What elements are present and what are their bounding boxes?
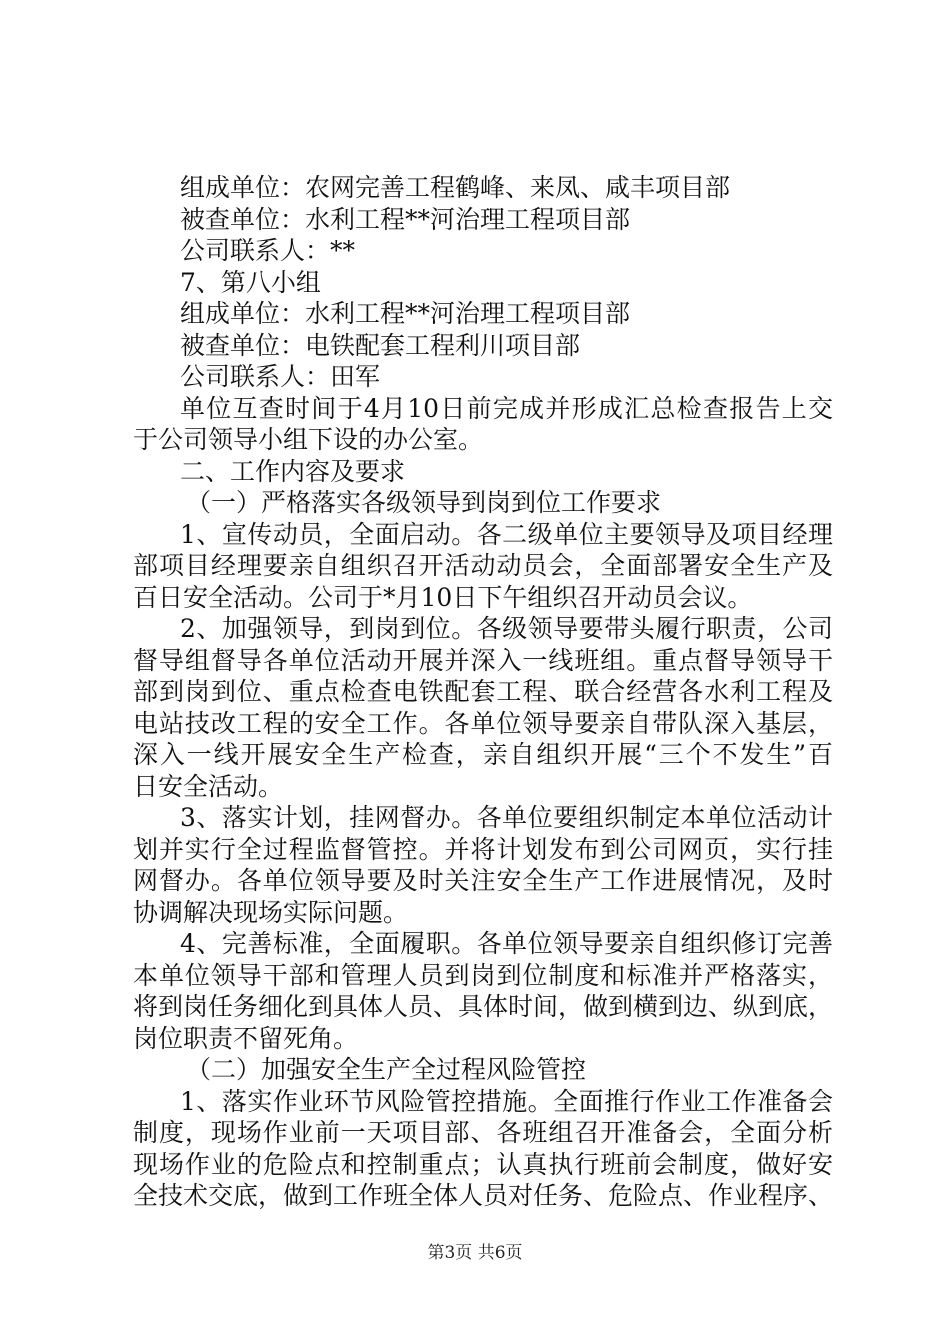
text-line: 二、工作内容及要求 xyxy=(180,456,406,486)
page-footer: 第3页 共6页 xyxy=(427,1243,523,1263)
text-line: 组成单位：农网完善工程鹤峰、来凤、咸丰项目部 xyxy=(180,173,731,202)
text-line: 划并实行全过程监督管控。并将计划发布到公司网页，实行挂 xyxy=(133,834,833,864)
text-line: （二）加强安全生产全过程风险管控 xyxy=(186,1055,587,1084)
text-line: （一）严格落实各级领导到岗到位工作要求 xyxy=(186,488,662,517)
text-line: 本单位领导干部和管理人员到岗到位制度和标准并严格落实， xyxy=(133,960,833,990)
text-line: 单位互查时间于4月10日前完成并形成汇总检查报告上交 xyxy=(180,393,833,423)
text-line: 1、宣传动员，全面启动。各二级单位主要领导及项目经理 xyxy=(180,519,833,549)
text-line: 督导组督导各单位活动开展并深入一线班组。重点督导领导干 xyxy=(133,645,833,675)
text-line: 现场作业的危险点和控制重点；认真执行班前会制度，做好安 xyxy=(133,1149,833,1179)
text-line: 全技术交底，做到工作班全体人员对任务、危险点、作业程序、 xyxy=(133,1181,834,1210)
text-line: 将到岗任务细化到具体人员、具体时间，做到横到边、纵到底， xyxy=(133,992,834,1021)
text-line: 4、完善标准，全面履职。各单位领导要亲自组织修订完善 xyxy=(180,929,833,958)
text-line: 被查单位：电铁配套工程利川项目部 xyxy=(180,330,581,360)
text-line: 公司联系人：田军 xyxy=(180,362,381,391)
text-line: 电站技改工程的安全工作。各单位领导要亲自带队深入基层， xyxy=(133,708,833,738)
text-line: 部到岗到位、重点检查电铁配套工程、联合经营各水利工程及 xyxy=(133,677,833,706)
text-line: 深入一线开展安全生产检查，亲自组织开展“三个不发生”百 xyxy=(133,740,833,769)
document-body xyxy=(133,172,833,1212)
text-line: 部项目经理要亲自组织召开活动动员会，全面部署安全生产及 xyxy=(133,551,833,580)
text-line: 网督办。各单位领导要及时关注安全生产工作进展情况，及时 xyxy=(133,866,833,895)
text-line: 协调解决现场实际问题。 xyxy=(133,897,409,927)
text-line: 岗位职责不留死角。 xyxy=(133,1023,359,1053)
text-line: 于公司领导小组下设的办公室。 xyxy=(133,425,484,454)
text-line: 组成单位：水利工程**河治理工程项目部 xyxy=(180,299,631,328)
text-line: 7、第八小组 xyxy=(180,267,321,297)
text-line: 公司联系人：** xyxy=(180,236,356,265)
text-line: 制度，现场作业前一天项目部、各班组召开准备会，全面分析 xyxy=(133,1118,833,1147)
text-line: 日安全活动。 xyxy=(133,771,284,801)
text-line: 2、加强领导，到岗到位。各级领导要带头履行职责，公司 xyxy=(180,614,833,643)
text-line: 被查单位：水利工程**河治理工程项目部 xyxy=(180,204,631,234)
text-line: 3、落实计划，挂网督办。各单位要组织制定本单位活动计 xyxy=(180,803,833,832)
text-line: 百日安全活动。公司于*月10日下午组织召开动员会议。 xyxy=(133,582,753,612)
text-line: 1、落实作业环节风险管控措施。全面推行作业工作准备会 xyxy=(180,1086,833,1116)
